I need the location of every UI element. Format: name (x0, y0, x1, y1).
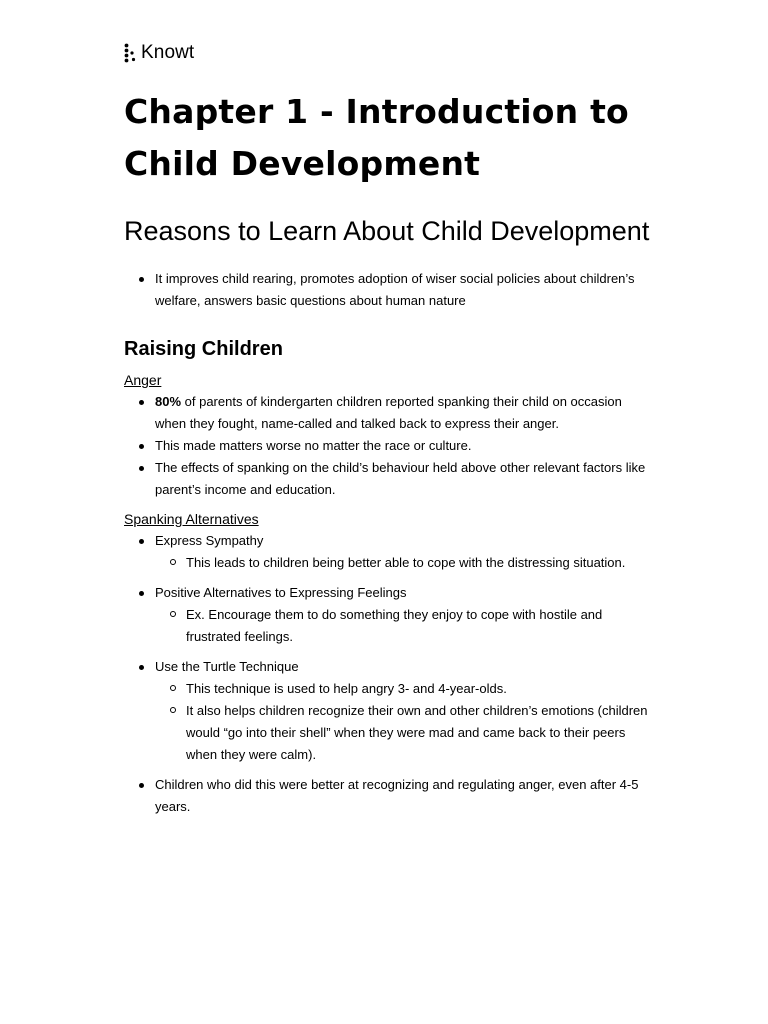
list-item-text: Use the Turtle Technique (155, 659, 299, 674)
sub-list-item: This leads to children being better able to cope with the distressing situation. (155, 552, 654, 574)
list-item (124, 391, 654, 435)
list-item-text: Express Sympathy (155, 533, 264, 548)
anger-label: Anger (124, 372, 162, 388)
list-item: The effects of spanking on the child’s behaviour held above other relevant factors like parent’s income and education. (124, 457, 654, 501)
brand-name: Knowt (141, 42, 195, 63)
spanking-alternatives-label: Spanking Alternatives (124, 511, 259, 527)
list-item: This made matters worse no matter the race or culture. (124, 435, 654, 457)
sub-list-item: Ex. Encourage them to do something they enjoy to cope with hostile and frustrated feelings. (155, 604, 654, 648)
list-item (124, 582, 654, 648)
section-heading-raising-children: Raising Children (124, 338, 283, 360)
brand-header (124, 40, 654, 66)
sub-list-item: It also helps children recognize their own and other children’s emotions (children would “go into their shell” when they were mad and came back to their peers when they were calm). (155, 700, 654, 766)
list-item (124, 530, 654, 574)
knowt-dots-logo-icon (124, 43, 136, 63)
section-heading-reasons: Reasons to Learn About Child Development (124, 216, 650, 246)
list-item (124, 656, 654, 766)
list-item-text: of parents of kindergarten children reported spanking their child on occasion when they fought, name-called and talked back to express their anger. (155, 394, 622, 431)
list-item-text: Positive Alternatives to Expressing Feelings (155, 585, 407, 600)
list-item: Children who did this were better at recognizing and regulating anger, even after 4-5 years. (124, 774, 654, 818)
reasons-list (124, 268, 654, 312)
document-page (124, 40, 654, 818)
anger-list (124, 391, 654, 501)
list-item: It improves child rearing, promotes adoption of wiser social policies about children’s welfare, answers basic questions about human nature (124, 268, 654, 312)
stat-highlight: 80% (155, 394, 182, 409)
alternatives-list (124, 530, 654, 818)
sub-list-item: This technique is used to help angry 3- and 4-year-olds. (155, 678, 654, 700)
sub-list (155, 552, 654, 574)
sub-list (155, 678, 654, 766)
sub-list (155, 604, 654, 648)
page-title: Chapter 1 - Introduction to Child Development (124, 92, 629, 183)
